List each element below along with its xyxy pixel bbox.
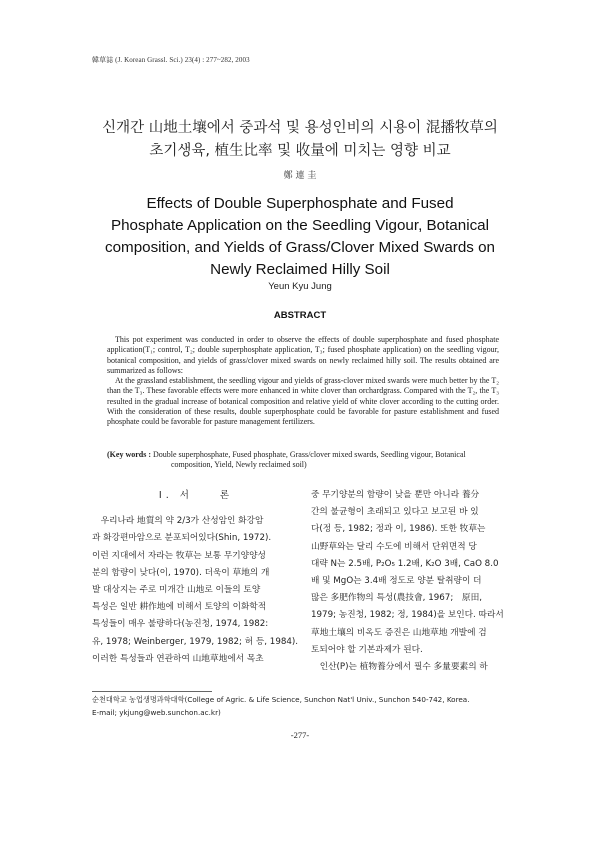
keywords-line-1: Double superphosphate, Fused phosphate, Grass/clover mixed swards, Seedling vigour, Botanical xyxy=(153,450,466,459)
right-column-line: 인산(P)는 植物養分에서 필수 多量要素의 하 xyxy=(311,661,488,672)
left-column-line: 특성은 일반 耕作地에 비해서 토양의 이화학적 xyxy=(92,602,267,613)
keywords xyxy=(107,450,499,471)
right-column-line: 간의 불균형이 초래되고 있다고 보고된 바 있 xyxy=(311,507,479,518)
right-column-line: 山野草와는 달리 수도에 비해서 단위면적 당 xyxy=(311,541,477,552)
right-column xyxy=(311,487,519,676)
keywords-label: (Key words : xyxy=(107,450,151,459)
left-column xyxy=(92,487,300,668)
left-column-line: 발 대상지는 주로 미개간 山地로 이들의 토양 xyxy=(92,584,261,595)
left-column-line: 이런 지대에서 자라는 牧草는 보통 무기양양성 xyxy=(92,550,266,561)
right-column-line: 토되어야 할 기본과제가 된다. xyxy=(311,644,423,655)
right-column-line: 대략 N는 2.5배, P₂O₅ 1.2배, K₂O 3배, CaO 8.0 xyxy=(311,558,499,569)
keywords-line-2: composition, Yield, Newly reclaimed soil) xyxy=(171,460,307,470)
left-column-line: 분의 함량이 낮다(이, 1970). 더욱이 草地의 개 xyxy=(92,567,270,578)
right-column-line: 중 무기양분의 함량이 낮을 뿐만 아니라 養分 xyxy=(311,490,480,500)
left-column-line: 우리나라 地質의 약 2/3가 산성암인 화강암 xyxy=(92,516,264,527)
english-title-line-3: composition, and Yields of Grass/Clover Mixed Swards on xyxy=(105,239,495,256)
korean-title-line-2: 초기생육, 植生比率 및 收量에 미치는 영향 비교 xyxy=(149,143,451,159)
abstract-heading: ABSTRACT xyxy=(273,310,327,321)
right-column-line: 많은 多肥作物의 특성(農技會, 1967; 原田, xyxy=(311,593,483,604)
abstract-paragraph-2: At the grassland establishment, the seedling vigour and yields of grass-clover mixed swards were much better by the T₂ than the T₃. These favorable effects were more enhanced in white clover than orchardgrass. Compared with the T₂, the T₃ resulted in the gradual increase of botanical composition and relative yield of white clover according to the cutting order. With the consideration of these results, double superphosphate could be favorable for pasture establishment and fused phosphate could be favorable for pasture management fertilizers. xyxy=(107,376,499,427)
korean-title-line-1: 신개간 山地土壤에서 중과석 및 용성인비의 시용이 混播牧草의 xyxy=(102,120,498,136)
author-korean: 鄭 連 圭 xyxy=(283,171,317,181)
page-number: -277- xyxy=(290,730,310,740)
footnote-line-1: 순천대학교 농업생명과학대학(College of Agric. & Life Science, Sunchon Nat'l Univ., Sunchon 540-742, Korea. xyxy=(92,695,470,704)
english-title-line-1: Effects of Double Superphosphate and Fused xyxy=(146,195,454,212)
right-column-line: 1979; 농진청, 1982; 정, 1984)을 보인다. 따라서 xyxy=(311,610,504,621)
abstract-body xyxy=(107,335,499,428)
footnote-divider xyxy=(92,691,212,692)
right-column-line: 배 및 MgO는 3.4배 정도로 양분 탈취량이 더 xyxy=(311,575,482,586)
left-column-line: 과 화강편마암으로 분포되어있다(Shin, 1972). xyxy=(92,533,272,544)
english-title xyxy=(60,193,540,281)
english-title-line-2: Phosphate Application on the Seedling Vigour, Botanical xyxy=(110,217,489,234)
left-column-line: 특성들이 매우 불량하다(농진청, 1974, 1982: xyxy=(92,619,269,630)
left-column-line: 이러한 특성들과 연관하여 山地草地에서 목초 xyxy=(92,653,264,664)
right-column-line: 草地土壤의 비옥도 증진은 山地草地 개발에 검 xyxy=(311,627,487,638)
english-title-line-4: Newly Reclaimed Hilly Soil xyxy=(210,261,390,278)
right-column-line: 다(정 등, 1982; 정과 이, 1986). 또한 牧草는 xyxy=(311,524,486,535)
running-head: 韓草誌 (J. Korean Grassl. Sci.) 23(4) : 277~282, 2003 xyxy=(92,56,250,64)
footnote-line-2: E-mail; ykjung@web.sunchon.ac.kr) xyxy=(92,707,221,717)
author-english: Yeun Kyu Jung xyxy=(268,281,332,292)
affiliation-footnote xyxy=(92,694,512,719)
left-column-line: 유, 1978; Weinberger, 1979, 1982; 허 등, 1984). xyxy=(92,636,299,647)
abstract-paragraph-1: This pot experiment was conducted in order to observe the effects of double superphosphate and fused phosphate application(T₁; control, T₂; double superphosphate application, T₃; fused phosphate application) on the seedling vigour, botanical composition, and yields of grass/clover mixed swards on newly reclaimed hilly soil. The results obtained are summarized as follows: xyxy=(107,335,499,375)
section-heading-introduction: Ⅰ. 서 론 xyxy=(158,490,234,501)
